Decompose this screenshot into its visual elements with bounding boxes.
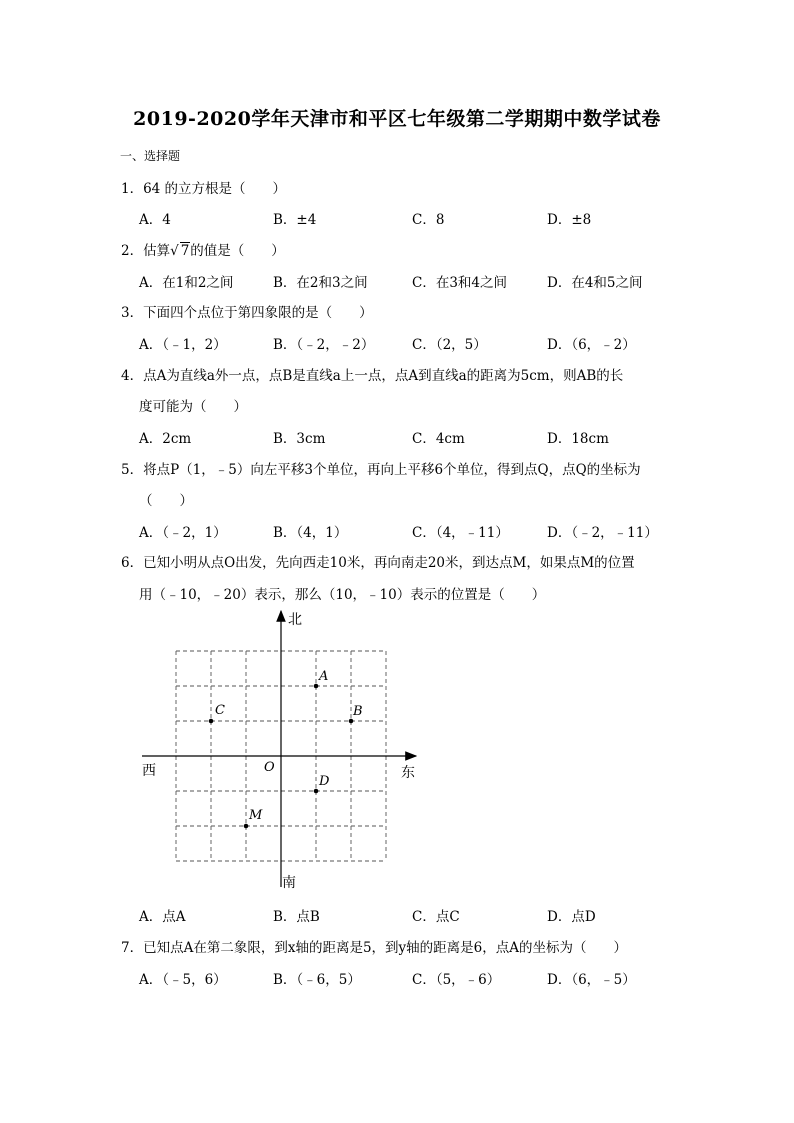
question-5-option-d: D．（﹣2，﹣11） [547,525,658,541]
section-heading: 一、选择题 [120,149,181,163]
question-7-option-d: D．（6，﹣5） [547,972,636,988]
question-4-stem-line-1: 4．点A为直线a外一点，点B是直线a上一点，点A到直线a的距离为5cm，则AB的长 [121,368,624,384]
question-5-stem-line-2: （ ） [139,493,193,509]
question-3-option-d: D．（6，﹣2） [547,337,636,353]
question-2-radicand: 7 [180,243,190,259]
question-7-option-a: A．（﹣5，6） [139,972,227,988]
question-5-stem-line-1: 5．将点P（1，﹣5）向左平移3个单位，再向上平移6个单位，得到点Q，点Q的坐标为 [121,462,641,478]
question-1-stem: 1．64 的立方根是（ ） [121,181,287,197]
question-5-option-b: B．（4，1） [273,525,348,541]
question-3-option-a: A．（﹣1，2） [139,337,227,353]
question-2-option-b: B．在2和3之间 [273,275,368,291]
point-m-label: M [249,808,263,823]
question-5-option-a: A．（﹣2，1） [139,525,227,541]
question-4-option-b: B．3cm [273,431,326,447]
question-6-stem-line-1: 6．已知小明从点O出发，先向西走10米，再向南走20米，到达点M，如果点M的位置 [121,555,635,571]
question-3-option-c: C．（2，5） [412,337,487,353]
point-b-label: B [353,704,363,719]
question-6-stem-line-2: 用（﹣10，﹣20）表示，那么（10，﹣10）表示的位置是（ ） [139,587,546,603]
question-6-option-d: D．点D [547,909,596,925]
question-6-option-b: B．点B [273,909,320,925]
point-d-dot [314,789,319,794]
question-1-option-d: D．±8 [547,212,592,228]
question-4-option-d: D．18cm [547,431,609,447]
point-m-dot [244,824,249,829]
question-7-option-c: C．（5，﹣6） [412,972,501,988]
question-4-option-a: A．2cm [139,431,192,447]
square-root-symbol: √ 7 [170,243,190,259]
question-4-stem-line-2: 度可能为（ ） [139,399,247,415]
question-2-option-c: C．在3和4之间 [412,275,508,291]
question-1-option-c: C．8 [412,212,445,228]
west-label: 西 [142,763,156,779]
point-b-dot [349,719,354,724]
north-label: 北 [288,612,302,628]
question-2-stem-prefix: 2．估算 [121,243,171,259]
question-5-option-c: C．（4，﹣11） [412,525,509,541]
point-a-dot [314,684,319,689]
question-1-option-b: B．±4 [273,212,317,228]
question-2-stem-suffix: 的值是（ ） [190,243,285,259]
question-1-option-a: A．4 [139,212,171,228]
east-label: 东 [401,765,415,781]
compass-grid-figure [130,605,430,895]
point-d-label: D [319,774,330,789]
labeled-points [209,669,363,828]
south-label: 南 [282,875,296,891]
question-7-option-b: B．（﹣6，5） [273,972,361,988]
question-7-stem: 7．已知点A在第二象限，到x轴的距离是5，到y轴的距离是6，点A的坐标为（ ） [121,940,628,956]
question-3-stem: 3．下面四个点位于第四象限的是（ ） [121,305,373,321]
point-a-label: A [319,669,329,684]
exam-title: 2019-2020学年天津市和平区七年级第二学期期中数学试卷 [133,108,661,130]
question-2-option-d: D．在4和5之间 [547,275,643,291]
question-2-stem [121,239,285,259]
point-c-label: C [215,703,225,718]
question-2-option-a: A．在1和2之间 [139,275,234,291]
question-4-option-c: C．4cm [412,431,465,447]
question-6-option-c: C．点C [412,909,460,925]
point-c-dot [209,719,214,724]
origin-label: O [264,760,275,775]
question-6-option-a: A．点A [139,909,186,925]
question-3-option-b: B．（﹣2，﹣2） [273,337,375,353]
